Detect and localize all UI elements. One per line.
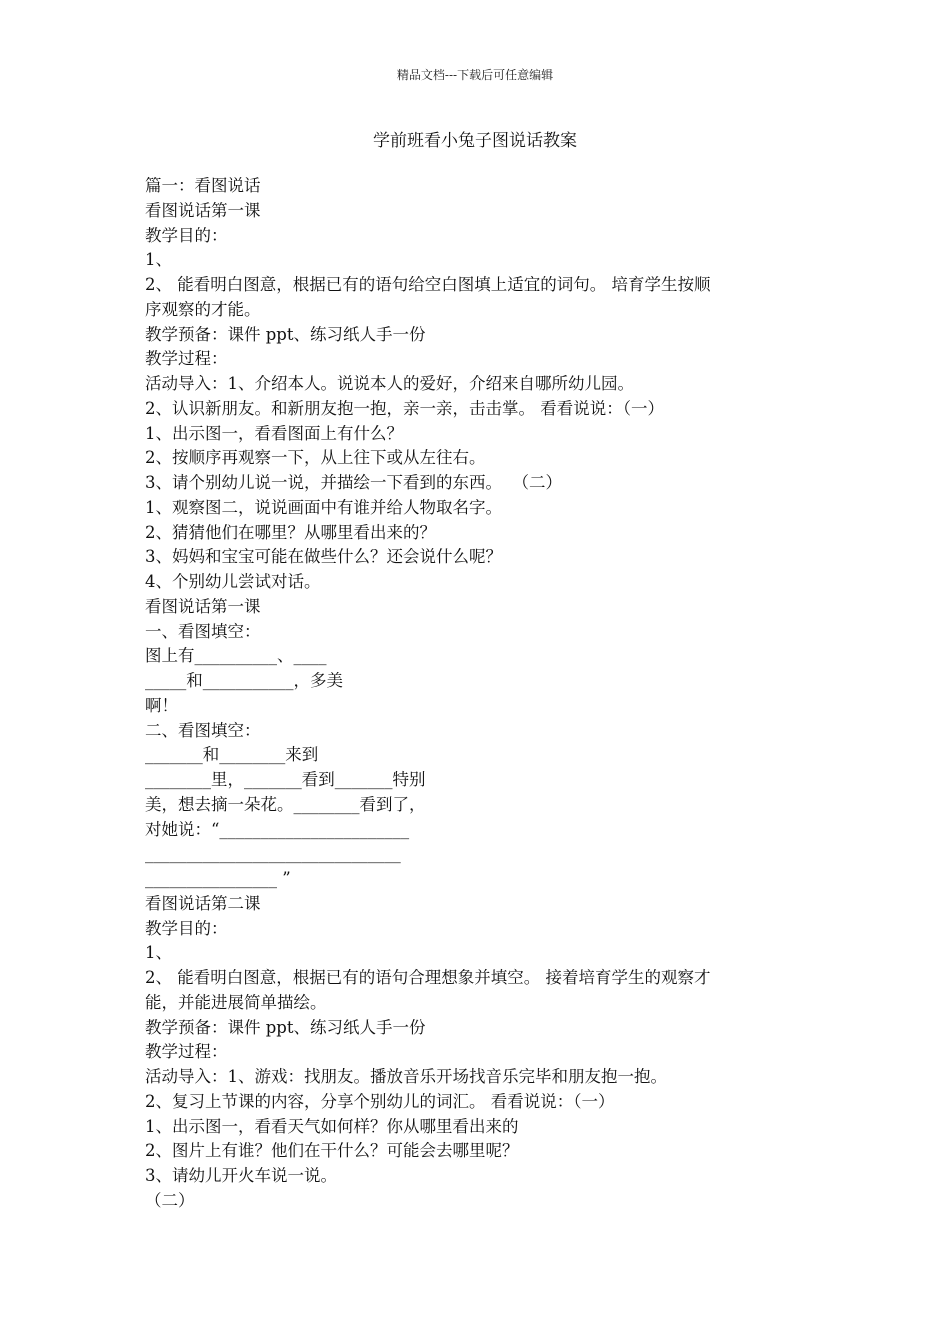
text-line: 1、	[145, 943, 172, 963]
text-line: 教学过程：	[145, 349, 228, 369]
fill-in-line: _______和________来到	[145, 745, 319, 765]
text-line: 3、妈妈和宝宝可能在做些什么？还会说什么呢？	[145, 547, 502, 567]
fill-in-line: _____和___________，多美	[145, 671, 343, 690]
text-line: 序观察的才能。	[145, 299, 261, 319]
text-line: 2、猜猜他们在哪里？从哪里看出来的？	[145, 522, 436, 542]
text-line: 教学预备：课件 ppt、练习纸人手一份	[145, 1017, 426, 1037]
document-title: 学前班看小兔子图说话教案	[373, 131, 577, 151]
text-line: （二）	[145, 1190, 195, 1210]
text-line: 3、请幼儿开火车说一说。	[145, 1166, 337, 1185]
text-line: 活动导入：1、介绍本人。说说本人的爱好，介绍来自哪所幼儿园。	[145, 374, 634, 393]
text-line: 3、请个别幼儿说一说，并描绘一下看到的东西。 （二）	[145, 473, 562, 492]
fill-in-line: 对她说：“_______________________	[145, 819, 410, 839]
text-line: 能，并能进展简单描绘。	[145, 992, 327, 1012]
text-line: 活动导入：1、游戏：找朋友。播放音乐开场找音乐完毕和朋友抱一抱。	[145, 1067, 667, 1086]
text-line: 1、出示图一，看看图面上有什么？	[145, 423, 403, 443]
text-line: 一、看图填空：	[145, 621, 261, 641]
text-line: 看图说话第一课	[145, 200, 261, 220]
text-line: 啊！	[145, 695, 178, 715]
text-line: 看图说话第二课	[145, 893, 261, 913]
fill-in-line: _______________________________	[145, 844, 401, 864]
text-line: 2、 能看明白图意，根据已有的语句给空白图填上适宜的词句。 培育学生按顺	[145, 275, 711, 294]
text-line: 篇一：看图说话	[145, 176, 261, 195]
text-line: 2、 能看明白图意，根据已有的语句合理想象并填空。 接着培育学生的观察才	[145, 968, 711, 987]
text-line: 教学目的：	[145, 918, 228, 938]
text-line: 1、	[145, 250, 172, 270]
text-line: 2、图片上有谁？他们在干什么？可能会去哪里呢？	[145, 1141, 519, 1161]
text-line: 教学过程：	[145, 1042, 228, 1062]
text-line: 看图说话第一课	[145, 596, 261, 616]
text-line: 2、按顺序再观察一下，从上往下或从左往右。	[145, 448, 486, 468]
text-line: 教学目的：	[145, 225, 228, 245]
text-line: 4、个别幼儿尝试对话。	[145, 572, 321, 591]
text-line: 教学预备：课件 ppt、练习纸人手一份	[145, 324, 426, 344]
text-line: 二、看图填空：	[145, 720, 261, 740]
fill-in-line: 图上有__________、____	[145, 646, 327, 666]
text-line: 2、认识新朋友。和新朋友抱一抱，亲一亲，击击掌。 看看说说：（一）	[145, 398, 664, 418]
fill-in-line: ________________ ”	[145, 869, 291, 888]
document-body	[145, 174, 810, 1214]
text-line: 1、观察图二，说说画面中有谁并给人物取名字。	[145, 497, 502, 517]
text-line: 2、复习上节课的内容，分享个别幼儿的词汇。 看看说说：（一）	[145, 1091, 615, 1111]
text-line: 1、出示图一，看看天气如何样？你从哪里看出来的	[145, 1116, 519, 1136]
fill-in-line: 美，想去摘一朵花。________看到了，	[145, 794, 426, 814]
page-header: 精品文档---下载后可任意编辑	[396, 68, 554, 82]
fill-in-line: ________里，_______看到_______特别	[145, 770, 426, 789]
